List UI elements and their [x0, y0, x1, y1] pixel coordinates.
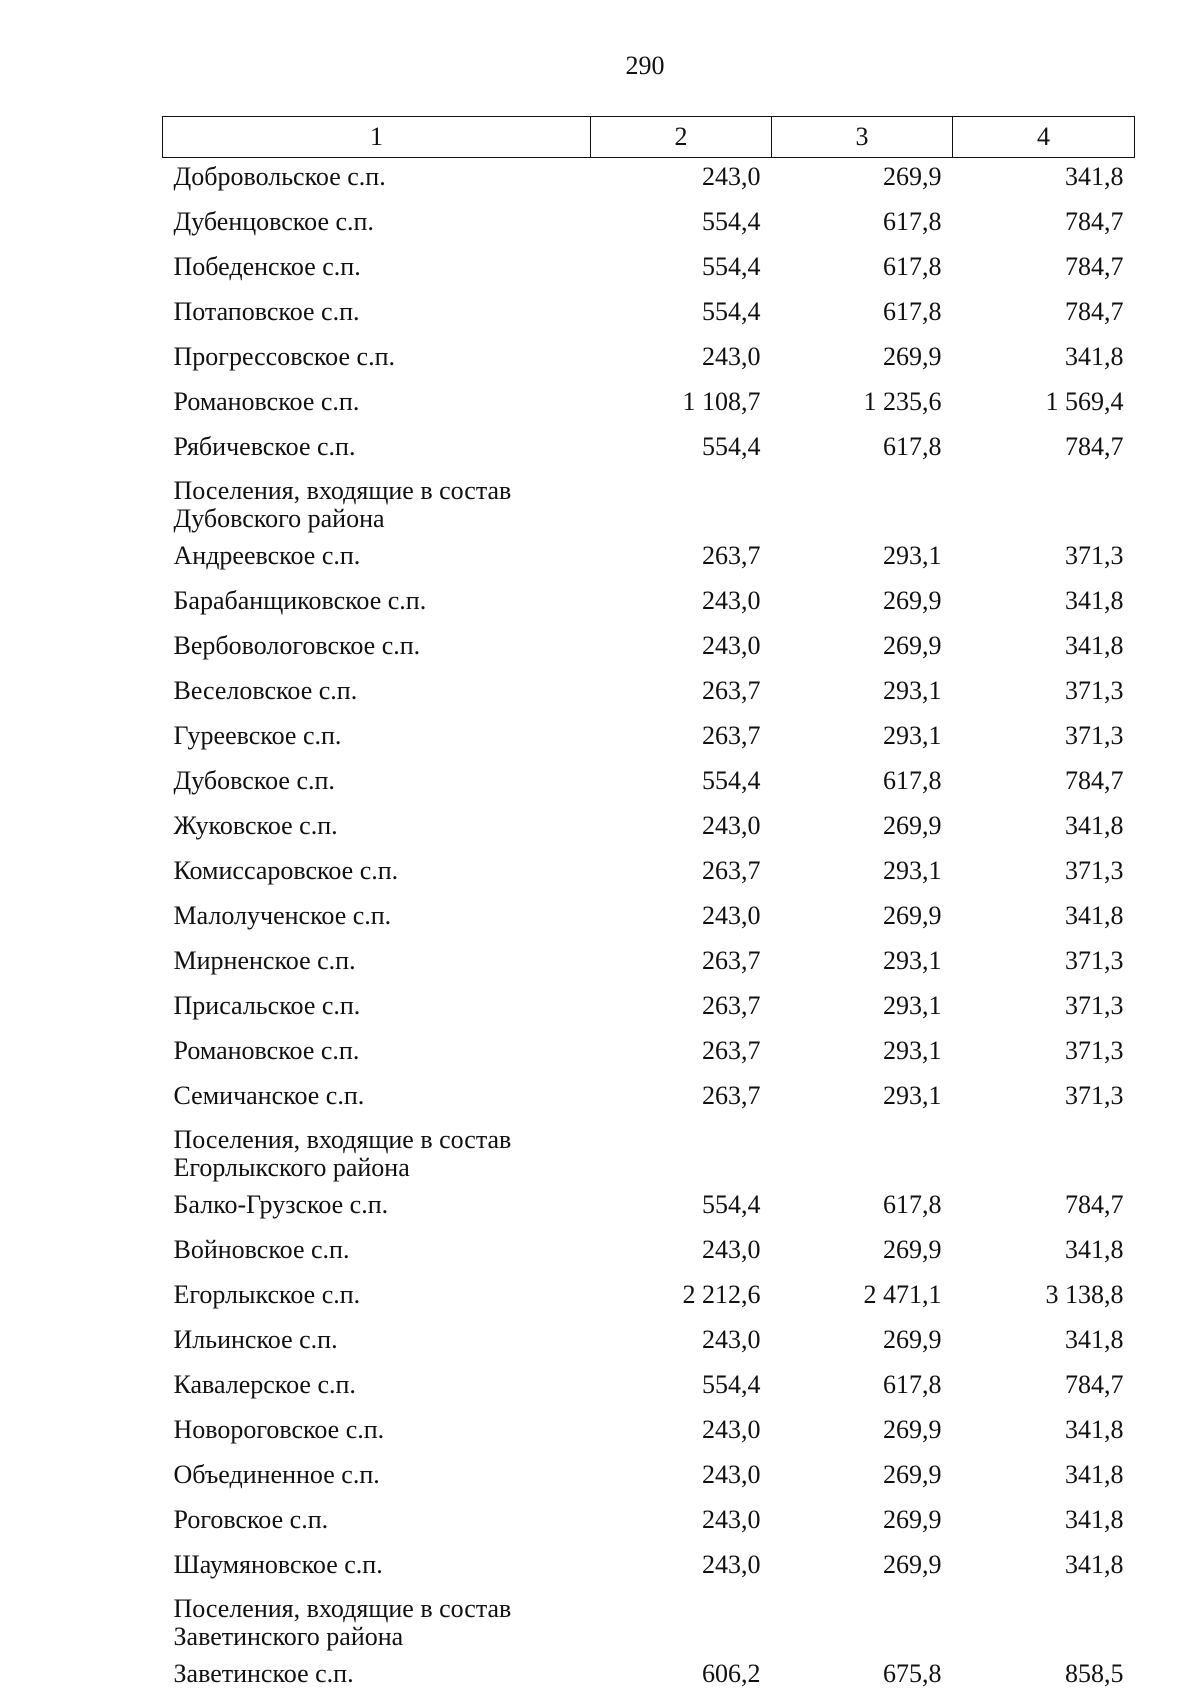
value-col-2: 243,0 — [591, 582, 772, 627]
value-col-2: 263,7 — [591, 717, 772, 762]
value-col-4: 341,8 — [953, 338, 1135, 383]
settlement-name: Новороговское с.п. — [163, 1411, 591, 1456]
column-header-4: 4 — [953, 117, 1135, 158]
table-row — [163, 672, 1135, 717]
value-col-2: 263,7 — [591, 1032, 772, 1077]
value-col-3: 293,1 — [772, 1032, 953, 1077]
settlement-name: Андреевское с.п. — [163, 537, 591, 582]
table-row — [163, 807, 1135, 852]
value-col-4: 784,7 — [953, 1186, 1135, 1231]
table-row — [163, 1077, 1135, 1122]
group-heading: Поселения, входящие в состав Дубовского района — [163, 473, 1135, 537]
value-col-4: 858,5 — [953, 1655, 1135, 1700]
column-header-3: 3 — [772, 117, 953, 158]
table-row — [163, 942, 1135, 987]
table-row — [163, 1366, 1135, 1411]
settlement-name: Гуреевское с.п. — [163, 717, 591, 762]
value-col-3: 617,8 — [772, 293, 953, 338]
value-col-2: 243,0 — [591, 627, 772, 672]
data-table — [162, 116, 1135, 1700]
value-col-3: 1 235,6 — [772, 383, 953, 428]
settlement-name: Роговское с.п. — [163, 1501, 591, 1546]
table-header — [163, 117, 1135, 158]
table-row — [163, 762, 1135, 807]
group-heading: Поселения, входящие в состав Заветинского района — [163, 1591, 1135, 1655]
group-heading: Поселения, входящие в состав Егорлыкского района — [163, 1122, 1135, 1186]
table-row — [163, 383, 1135, 428]
value-col-3: 293,1 — [772, 717, 953, 762]
table-row — [163, 1655, 1135, 1700]
settlement-name: Добровольское с.п. — [163, 158, 591, 204]
value-col-2: 263,7 — [591, 1077, 772, 1122]
table-row — [163, 1321, 1135, 1366]
settlement-name: Заветинское с.п. — [163, 1655, 591, 1700]
value-col-3: 269,9 — [772, 1546, 953, 1591]
table-row — [163, 852, 1135, 897]
value-col-3: 293,1 — [772, 852, 953, 897]
settlement-name: Вербовологовское с.п. — [163, 627, 591, 672]
value-col-2: 1 108,7 — [591, 383, 772, 428]
value-col-2: 554,4 — [591, 428, 772, 473]
value-col-3: 617,8 — [772, 762, 953, 807]
value-col-3: 617,8 — [772, 428, 953, 473]
value-col-2: 243,0 — [591, 1321, 772, 1366]
group-heading-row — [163, 1122, 1135, 1186]
value-col-4: 784,7 — [953, 1366, 1135, 1411]
settlement-name: Жуковское с.п. — [163, 807, 591, 852]
value-col-2: 243,0 — [591, 1231, 772, 1276]
value-col-3: 617,8 — [772, 1366, 953, 1411]
value-col-4: 371,3 — [953, 987, 1135, 1032]
settlement-name: Кавалерское с.п. — [163, 1366, 591, 1411]
settlement-name: Веселовское с.п. — [163, 672, 591, 717]
settlement-name: Потаповское с.п. — [163, 293, 591, 338]
value-col-4: 784,7 — [953, 248, 1135, 293]
settlement-name: Балко-Грузское с.п. — [163, 1186, 591, 1231]
value-col-2: 263,7 — [591, 852, 772, 897]
table-row — [163, 1186, 1135, 1231]
settlement-name: Рябичевское с.п. — [163, 428, 591, 473]
value-col-2: 243,0 — [591, 158, 772, 204]
value-col-4: 371,3 — [953, 1032, 1135, 1077]
value-col-3: 269,9 — [772, 1501, 953, 1546]
settlement-name: Мирненское с.п. — [163, 942, 591, 987]
settlement-name: Ильинское с.п. — [163, 1321, 591, 1366]
settlement-name: Дубенцовское с.п. — [163, 203, 591, 248]
settlement-name: Малолученское с.п. — [163, 897, 591, 942]
value-col-4: 341,8 — [953, 1321, 1135, 1366]
value-col-2: 554,4 — [591, 762, 772, 807]
value-col-2: 243,0 — [591, 1501, 772, 1546]
value-col-4: 371,3 — [953, 852, 1135, 897]
table-body — [163, 158, 1135, 1700]
settlement-name: Прогрессовское с.п. — [163, 338, 591, 383]
value-col-3: 675,8 — [772, 1655, 953, 1700]
settlement-name: Шаумяновское с.п. — [163, 1546, 591, 1591]
value-col-2: 243,0 — [591, 338, 772, 383]
value-col-3: 293,1 — [772, 1077, 953, 1122]
table-row — [163, 248, 1135, 293]
value-col-4: 371,3 — [953, 942, 1135, 987]
value-col-4: 341,8 — [953, 897, 1135, 942]
table-row — [163, 537, 1135, 582]
value-col-3: 269,9 — [772, 1456, 953, 1501]
settlement-name: Егорлыкское с.п. — [163, 1276, 591, 1321]
table-row — [163, 627, 1135, 672]
value-col-4: 341,8 — [953, 158, 1135, 204]
value-col-2: 243,0 — [591, 807, 772, 852]
value-col-4: 784,7 — [953, 762, 1135, 807]
value-col-4: 784,7 — [953, 293, 1135, 338]
table-row — [163, 158, 1135, 204]
table-row — [163, 1276, 1135, 1321]
value-col-3: 269,9 — [772, 582, 953, 627]
value-col-4: 784,7 — [953, 428, 1135, 473]
value-col-2: 263,7 — [591, 537, 772, 582]
value-col-2: 263,7 — [591, 672, 772, 717]
settlement-name: Комиссаровское с.п. — [163, 852, 591, 897]
value-col-4: 341,8 — [953, 1546, 1135, 1591]
header-row — [163, 117, 1135, 158]
value-col-4: 371,3 — [953, 537, 1135, 582]
value-col-3: 269,9 — [772, 807, 953, 852]
value-col-4: 784,7 — [953, 203, 1135, 248]
settlement-name: Барабанщиковское с.п. — [163, 582, 591, 627]
table-row — [163, 203, 1135, 248]
table-row — [163, 1032, 1135, 1077]
settlement-name: Семичанское с.п. — [163, 1077, 591, 1122]
settlement-name: Победенское с.п. — [163, 248, 591, 293]
value-col-4: 371,3 — [953, 717, 1135, 762]
value-col-2: 243,0 — [591, 1411, 772, 1456]
table-row — [163, 1231, 1135, 1276]
value-col-4: 341,8 — [953, 627, 1135, 672]
group-heading-row — [163, 473, 1135, 537]
value-col-3: 617,8 — [772, 203, 953, 248]
value-col-2: 263,7 — [591, 987, 772, 1032]
value-col-2: 263,7 — [591, 942, 772, 987]
value-col-4: 3 138,8 — [953, 1276, 1135, 1321]
table-row — [163, 897, 1135, 942]
value-col-2: 243,0 — [591, 897, 772, 942]
value-col-3: 293,1 — [772, 942, 953, 987]
table-row — [163, 1456, 1135, 1501]
table-row — [163, 1501, 1135, 1546]
group-heading-row — [163, 1591, 1135, 1655]
table-row — [163, 582, 1135, 627]
value-col-3: 269,9 — [772, 1321, 953, 1366]
value-col-2: 606,2 — [591, 1655, 772, 1700]
settlement-name: Романовское с.п. — [163, 383, 591, 428]
table-row — [163, 428, 1135, 473]
value-col-4: 341,8 — [953, 1411, 1135, 1456]
value-col-3: 617,8 — [772, 248, 953, 293]
value-col-3: 269,9 — [772, 1411, 953, 1456]
value-col-4: 341,8 — [953, 1231, 1135, 1276]
table-row — [163, 987, 1135, 1032]
settlement-name: Дубовское с.п. — [163, 762, 591, 807]
value-col-3: 2 471,1 — [772, 1276, 953, 1321]
page-number: 290 — [0, 50, 1200, 82]
value-col-3: 617,8 — [772, 1186, 953, 1231]
value-col-2: 243,0 — [591, 1456, 772, 1501]
value-col-4: 341,8 — [953, 1456, 1135, 1501]
value-col-3: 269,9 — [772, 1231, 953, 1276]
value-col-2: 554,4 — [591, 1186, 772, 1231]
value-col-4: 341,8 — [953, 807, 1135, 852]
column-header-2: 2 — [591, 117, 772, 158]
table-row — [163, 717, 1135, 762]
value-col-3: 293,1 — [772, 537, 953, 582]
settlement-name: Войновское с.п. — [163, 1231, 591, 1276]
value-col-3: 269,9 — [772, 627, 953, 672]
value-col-4: 341,8 — [953, 582, 1135, 627]
value-col-3: 293,1 — [772, 672, 953, 717]
value-col-2: 554,4 — [591, 248, 772, 293]
value-col-4: 371,3 — [953, 672, 1135, 717]
value-col-2: 554,4 — [591, 1366, 772, 1411]
value-col-4: 1 569,4 — [953, 383, 1135, 428]
value-col-3: 269,9 — [772, 897, 953, 942]
value-col-2: 554,4 — [591, 293, 772, 338]
value-col-2: 554,4 — [591, 203, 772, 248]
value-col-3: 293,1 — [772, 987, 953, 1032]
table-row — [163, 1546, 1135, 1591]
value-col-3: 269,9 — [772, 158, 953, 204]
table-row — [163, 1411, 1135, 1456]
value-col-2: 2 212,6 — [591, 1276, 772, 1321]
settlement-name: Объединенное с.п. — [163, 1456, 591, 1501]
table-row — [163, 293, 1135, 338]
value-col-2: 243,0 — [591, 1546, 772, 1591]
value-col-4: 371,3 — [953, 1077, 1135, 1122]
settlement-name: Романовское с.п. — [163, 1032, 591, 1077]
value-col-4: 341,8 — [953, 1501, 1135, 1546]
column-header-1: 1 — [163, 117, 591, 158]
value-col-3: 269,9 — [772, 338, 953, 383]
settlement-name: Присальское с.п. — [163, 987, 591, 1032]
table-row — [163, 338, 1135, 383]
